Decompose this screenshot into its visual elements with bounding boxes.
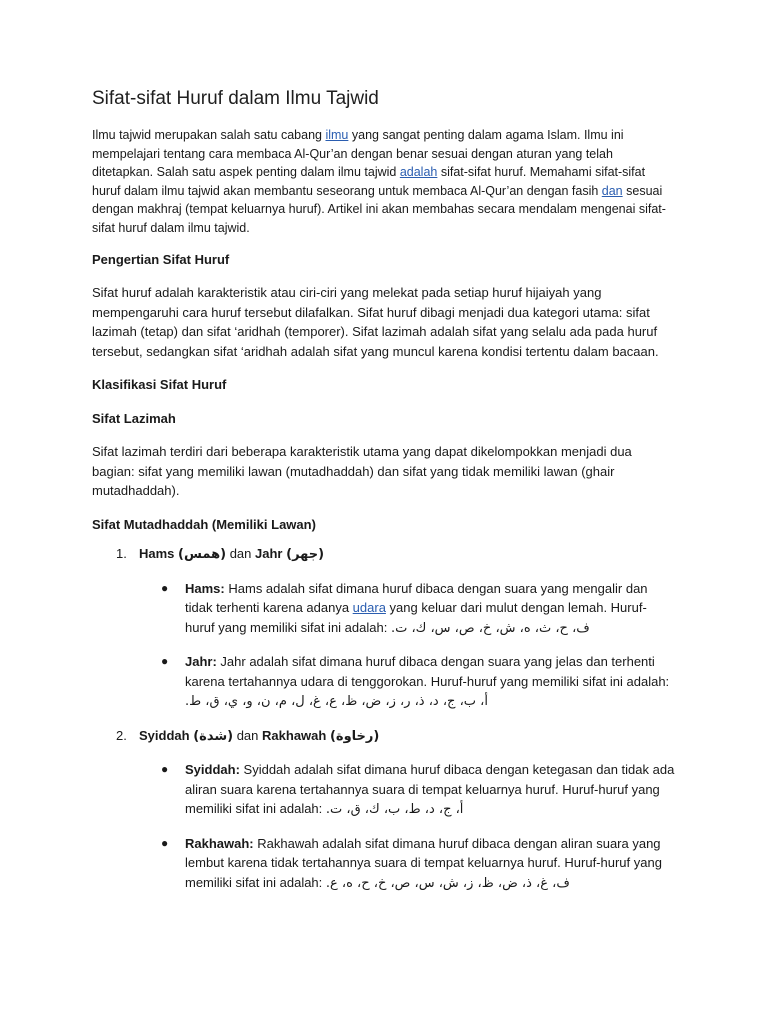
sub-text-2: yang keluar dari mulut dengan lemah. Huruf-huruf yang memiliki sifat ini adalah: xyxy=(185,600,647,635)
bullet-icon: ● xyxy=(161,762,169,777)
list-item-syiddah-rakhawah xyxy=(92,726,676,894)
sub-list xyxy=(139,760,676,893)
intro-paragraph xyxy=(92,126,676,238)
list-number: 1. xyxy=(116,546,127,562)
sub-label: Jahr: xyxy=(185,654,217,670)
term-hams: Hams xyxy=(139,546,175,562)
sub-text: Hams adalah sifat dimana huruf dibaca dengan suara yang mengalir dan tidak terhenti karena adanya xyxy=(185,580,648,616)
sub-label: Syiddah: xyxy=(185,762,240,778)
sub-label: Rakhawah: xyxy=(185,835,254,851)
sub-item-hams xyxy=(139,579,676,639)
bullet-icon: ● xyxy=(161,580,169,595)
term-syiddah-arabic: (شدة) xyxy=(193,728,234,744)
term-rakhawah: Rakhawah xyxy=(262,727,327,743)
intro-text-3: sifat-sifat huruf. Memahami sifat-sifat huruf dalam ilmu tajwid akan membantu seseorang untuk membaca Al-Qur’an dengan fasih xyxy=(92,165,646,198)
pengertian-paragraph: Sifat huruf adalah karakteristik atau ciri-ciri yang melekat pada setiap huruf hijaiyah yang mempengaruhi cara huruf tersebut dilafalkan. Sifat huruf dibagi menjadi dua kategori utama: sifat lazimah (tetap) dan sifat ‘aridhah (temporer). Sifat lazimah adalah sifat yang selalu ada pada huruf tersebut, sedangkan sifat ‘aridhah adalah sifat yang muncul karena kondisi tertentu dalam bacaan. xyxy=(92,285,659,359)
term-rakhawah-arabic: (رخاوة) xyxy=(329,728,380,744)
sub-list xyxy=(139,579,676,712)
letters-syiddah: أ، ج، د، ط، ب، ك، ق، ت. xyxy=(325,802,464,818)
intro-text-2: yang sangat penting dalam agama Islam. Ilmu ini mempelajari tentang cara membaca Al-Qur’an dengan benar sesuai dengan aturan yang telah ditetapkan. Salah satu aspek penting dalam ilmu tajwid xyxy=(92,128,624,180)
bullet-icon: ● xyxy=(161,835,169,850)
intro-text-1: Ilmu tajwid merupakan salah satu cabang xyxy=(92,128,326,142)
conjunction: dan xyxy=(236,727,259,743)
link-dan[interactable]: dan xyxy=(601,183,623,198)
sub-item-syiddah xyxy=(139,760,676,820)
page-title: Sifat-sifat Huruf dalam Ilmu Tajwid xyxy=(92,88,379,109)
heading-lazimah: Sifat Lazimah xyxy=(92,410,176,426)
term-jahr-arabic: (جهر) xyxy=(286,547,325,563)
sub-text: Jahr adalah sifat dimana huruf dibaca dengan suara yang jelas dan terhenti karena tertahannya udara di tenggorokan. Huruf-huruf yang memiliki sifat ini adalah: xyxy=(185,654,670,689)
letters-hams: ف، ح، ث، ه، ش، خ، ص، س، ك، ت. xyxy=(390,620,590,636)
letters-jahr: أ، ب، ج، د، ذ، ر، ز، ض، ظ، ع، غ، ل، م، ن، و، ي، ق، ط. xyxy=(185,694,488,710)
mutadhaddah-list xyxy=(92,544,676,893)
term-syiddah: Syiddah xyxy=(139,727,190,743)
bullet-icon: ● xyxy=(161,654,169,669)
heading-pengertian: Pengertian Sifat Huruf xyxy=(92,251,230,267)
term-jahr: Jahr xyxy=(255,546,283,562)
link-udara[interactable]: udara xyxy=(352,600,386,616)
conjunction: dan xyxy=(229,546,252,562)
link-ilmu[interactable]: ilmu xyxy=(325,128,349,142)
letters-rakhawah: ف، غ، ذ، ض، ظ، ز، ش، س، ص، خ، ح، ه، ع. xyxy=(325,875,570,891)
sub-text: Syiddah adalah sifat dimana huruf dibaca dengan ketegasan dan tidak ada aliran suara karena tertahannya suara di tempat keluarnya huruf. Huruf-huruf yang memiliki sifat ini adalah: xyxy=(185,762,675,817)
sub-text: Rakhawah adalah sifat dimana huruf dibaca dengan aliran suara yang lembut karena tidak tertahannya suara di tempat keluarnya huruf. Huruf-huruf yang memiliki sifat ini adalah: xyxy=(185,835,662,890)
intro-text-4: sesuai dengan makhraj (tempat keluarnya huruf). Artikel ini akan membahas secara mendalam mengenai sifat-sifat huruf dalam ilmu tajwid. xyxy=(92,183,666,235)
lazimah-paragraph: Sifat lazimah terdiri dari beberapa karakteristik utama yang dapat dikelompokkan menjadi dua bagian: sifat yang memiliki lawan (mutadhaddah) dan sifat yang tidak memiliki lawan (ghair mutadhaddah). xyxy=(92,444,632,499)
sub-label: Hams: xyxy=(185,580,225,596)
heading-klasifikasi: Klasifikasi Sifat Huruf xyxy=(92,377,227,393)
heading-mutadhaddah: Sifat Mutadhaddah (Memiliki Lawan) xyxy=(92,516,316,532)
sub-item-jahr xyxy=(139,652,676,712)
link-adalah[interactable]: adalah xyxy=(399,165,438,180)
list-number: 2. xyxy=(116,727,127,743)
sub-item-rakhawah xyxy=(139,834,676,894)
list-item-hams-jahr xyxy=(92,544,676,712)
term-hams-arabic: (همس) xyxy=(178,547,227,563)
